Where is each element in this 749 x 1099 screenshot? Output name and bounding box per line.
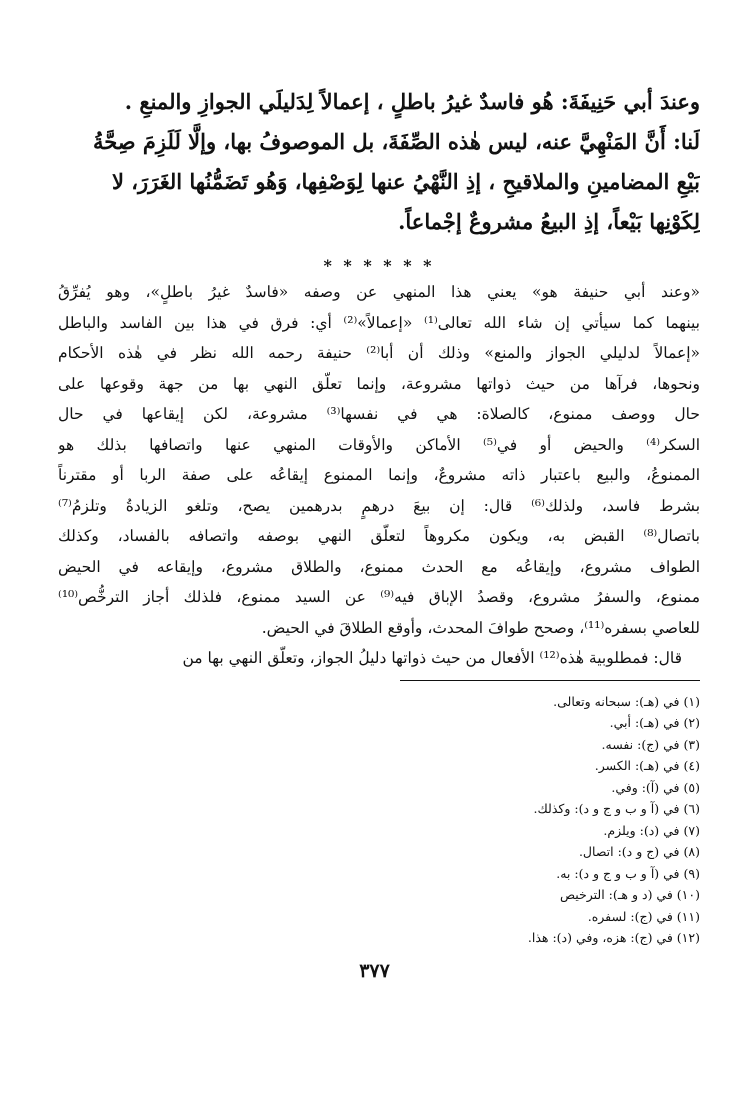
main-text-line: بَيْعِ المضامينِ والملاقيحِ ، إذِ النَّهْيُ عنها لِوَصْفِها، وَهُو تَضَمُّنُها الغَرَرَ، لا [111,169,700,194]
commentary-line: ممنوع، والسفرُ مشروع، وقصدُ الإباق فيه⁽⁹⁾ عن السيد ممنوع، فلذلك أجاز الترخُّص⁽¹⁰⁾ [58,588,700,606]
footnote-divider [400,680,700,681]
footnotes-list [58,691,700,949]
main-text-line: وعندَ أبي حَنِيفَةَ: هُو فاسدٌ غيرُ باطلٍ ، إعمالاً لِدَليلَي الجوازِ والمنعِ . [124,89,700,114]
commentary-line: «وعند أبي حنيفة هو» يعني هذا المنهي عن وصفه «فاسدٌ غيرُ باطلٍ»، وهو يُفرِّقُ [58,283,700,301]
commentary-line: بشرط فاسد، ولذلك⁽⁶⁾ قال: إن بيعَ درهمٍ بدرهمين يصح، وتلغو الزيادةُ وتلزمُ⁽⁷⁾ [58,496,700,515]
page-body [58,82,700,949]
footnote-item: (٤) في (هـ): الكسر. [594,758,700,773]
commentary-line: «إعمالاً لدليلي الجواز والمنع» وذلك أن أبا⁽²⁾ حنيفة رحمه الله نظر في هٰذه الأحكام [58,344,700,362]
page-number: ٣٧٧ [359,960,390,982]
commentary-line: حال ووصف ممنوع، كالصلاة: هي في نفسها⁽³⁾ مشروعة، لكن إيقاعها في حال [58,405,700,423]
footnote-item: (٣) في (ج): نفسه. [601,736,700,752]
commentary-text [58,277,700,674]
commentary-line: الطواف مشروع، وإيقاعُه مع الحدث ممنوع، والطلاق مشروع، وإيقاعه في الحيض [58,557,700,576]
commentary-line: باتصال⁽⁸⁾ القبض به، ويكون مكروهاً لتعلّق النهي بوصفه واتصافه بالفساد، وكذلك [58,527,700,545]
footnote-item: (١٢) في (ج): هزه، وفي (د): هذا. [527,930,700,945]
section-separator: * * * * * * [323,256,435,275]
footnote-item: (٨) في (ج و د): اتصال. [578,844,700,859]
footnote-item: (١١) في (ج): لسفره. [587,908,700,924]
footnote-item: (٢) في (هـ): أبي. [609,715,700,730]
footnote-item: (٥) في (آ): وفي. [611,779,700,795]
commentary-line: قال: فمطلوبية هٰذه⁽¹²⁾ الأفعال من حيث ذواتها دليلُ الجواز، وتعلّق النهي بها من [182,649,682,667]
footnote-item: (٩) في (آ و ب و ج و د): به. [556,865,700,881]
footnote-item: (١) في (هـ): سبحانه وتعالى. [553,693,700,709]
footnote-item: (٦) في (آ و ب و ج و د): وكذلك. [533,801,700,816]
main-text [58,82,700,242]
footnote-item: (١٠) في (د و هـ): الترخيص [559,887,700,902]
main-text-line: لِكَوْنِها بَيْعاً، إذِ البيعُ مشروعٌ إجْماعاً. [398,209,700,234]
commentary-line: الممنوعُ، والبيع باعتبار ذاته مشروعٌ، وإنما الممنوع إيقاعُه على صفة الربا أو مقترناً [58,466,700,484]
commentary-line: بينهما كما سيأتي إن شاء الله تعالى⁽¹⁾ «إعمالاً»⁽²⁾ أي: فرق في هذا بين الفاسد والباطل [58,313,700,332]
commentary-line: للعاصي بسفره⁽¹¹⁾، وصحح طوافَ المحدث، وأوقع الطلاقَ في الحيض. [261,618,700,637]
commentary-line: السكر⁽⁴⁾ والحيض أو في⁽⁵⁾ الأماكن والأوقات المنهي عنها واتصافها بذلك هو [58,435,700,454]
footnote-item: (٧) في (د): ويلزم. [603,822,700,838]
main-text-line: لَنا: أَنَّ المَنْهِيَّ عنه، ليس هٰذه الصِّفَةَ، بل الموصوفُ بها، وإلَّا لَلَزِمَ صِحَّةُ [92,129,700,154]
commentary-line: ونحوها، فرآها من حيث ذواتها مشروعة، وإنما تعلّق النهي بها من جهة وقوعها على [58,374,700,393]
